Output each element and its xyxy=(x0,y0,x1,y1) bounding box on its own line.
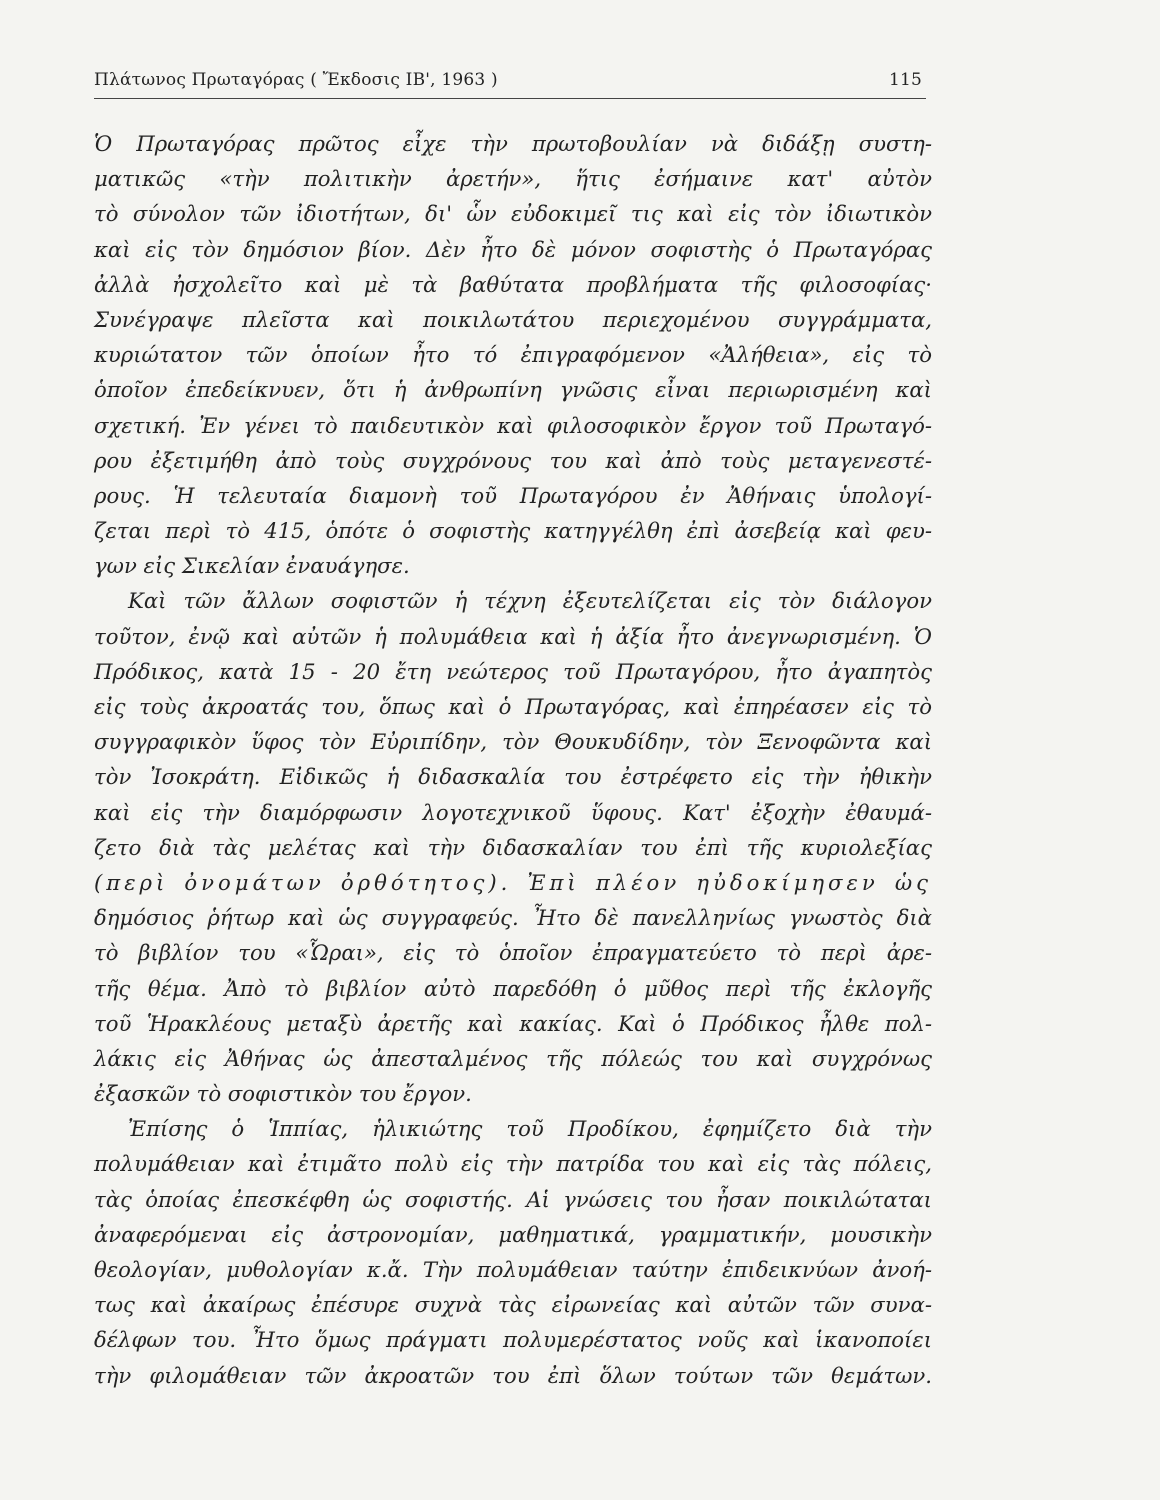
text-line: λάκις εἰς Ἀθήνας ὡς ἀπεσταλμένος τῆς πόλεώς του καὶ συγχρόνως xyxy=(94,1045,932,1071)
text-line: Καὶ τῶν ἄλλων σοφιστῶν ἡ τέχνη ἐξευτελίζεται εἰς τὸν διάλογον xyxy=(128,588,932,614)
text-line: τὸ σύνολον τῶν ἰδιοτήτων, δι' ὧν εὐδοκιμεῖ τις καὶ εἰς τὸν ἰδιωτικὸν xyxy=(94,201,932,227)
text-line: συγγραφικὸν ὕφος τὸν Εὐριπίδην, τὸν Θουκυδίδην, τὸν Ξενοφῶντα καὶ xyxy=(94,729,932,755)
text-line: τως καὶ ἀκαίρως ἐπέσυρε συχνὰ τὰς εἰρωνείας καὶ αὐτῶν τῶν συνα- xyxy=(94,1292,932,1318)
text-line: Ὁ Πρωταγόρας πρῶτος εἶχε τὴν πρωτοβουλίαν νὰ διδάξῃ συστη- xyxy=(94,131,932,156)
page-number: 115 xyxy=(888,70,922,90)
text-line: ρου ἐξετιμήθη ἀπὸ τοὺς συγχρόνους του καὶ ἀπὸ τοὺς μεταγενεστέ- xyxy=(94,447,932,473)
text-line: Συνέγραψε πλεῖστα καὶ ποικιλωτάτου περιεχομένου συγγράμματα, xyxy=(94,306,932,332)
text-line: (περὶ ὀνομάτων ὀρθότητος). Ἐπὶ πλέον ηὐδοκίμησεν ὡς xyxy=(94,869,932,895)
body-text xyxy=(94,126,932,1393)
text-line: θεολογίαν, μυθολογίαν κ.ἄ. Τὴν πολυμάθειαν ταύτην ἐπιδεικνύων ἀνοή- xyxy=(94,1257,932,1282)
text-line: τὸν Ἰσοκράτη. Εἰδικῶς ἡ διδασκαλία του ἐστρέφετο εἰς τὴν ἠθικὴν xyxy=(94,764,932,790)
text-line: τὸ βιβλίον του «Ὧραι», εἰς τὸ ὁποῖον ἐπραγματεύετο τὸ περὶ ἀρε- xyxy=(94,940,932,966)
text-line: Ἐπίσης ὁ Ἱππίας, ἡλικιώτης τοῦ Προδίκου, ἐφημίζετο διὰ τὴν xyxy=(128,1116,932,1142)
text-line: δημόσιος ῥήτωρ καὶ ὡς συγγραφεύς. Ἦτο δὲ πανελληνίως γνωστὸς διὰ xyxy=(94,905,932,931)
text-line: ἀλλὰ ἠσχολεῖτο καὶ μὲ τὰ βαθύτατα προβλήματα τῆς φιλοσοφίας· xyxy=(94,271,932,297)
text-line: τὴν φιλομάθειαν τῶν ἀκροατῶν του ἐπὶ ὅλων τούτων τῶν θεμάτων. xyxy=(94,1362,932,1388)
page-header xyxy=(94,66,926,99)
text-line: γων εἰς Σικελίαν ἐναυάγησε. xyxy=(94,553,410,579)
text-line: ἐξασκῶν τὸ σοφιστικὸν του ἔργον. xyxy=(94,1081,472,1107)
text-line: καὶ εἰς τὸν δημόσιον βίον. Δὲν ἦτο δὲ μόνον σοφιστὴς ὁ Πρωταγόρας xyxy=(94,236,932,262)
text-line: ἀναφερόμεναι εἰς ἀστρονομίαν, μαθηματικά, γραμματικήν, μουσικὴν xyxy=(94,1221,932,1247)
text-line: πολυμάθειαν καὶ ἐτιμᾶτο πολὺ εἰς τὴν πατρίδα του καὶ εἰς τὰς πόλεις, xyxy=(94,1151,932,1177)
text-line: τοῦτον, ἐνῷ καὶ αὐτῶν ἡ πολυμάθεια καὶ ἡ ἀξία ἦτο ἀνεγνωρισμένη. Ὁ xyxy=(94,623,932,649)
text-line: ματικῶς «τὴν πολιτικὴν ἀρετήν», ἥτις ἐσήμαινε κατ' αὐτὸν xyxy=(94,166,932,192)
text-line: κυριώτατον τῶν ὁποίων ἦτο τό ἐπιγραφόμενον «Ἀλήθεια», εἰς τὸ xyxy=(94,342,932,368)
text-line: ὁποῖον ἐπεδείκνυεν, ὅτι ἡ ἀνθρωπίνη γνῶσις εἶναι περιωρισμένη καὶ xyxy=(94,377,932,403)
text-line: καὶ εἰς τὴν διαμόρφωσιν λογοτεχνικοῦ ὕφους. Κατ' ἐξοχὴν ἐθαυμά- xyxy=(94,799,932,825)
text-line: εἰς τοὺς ἀκροατάς του, ὅπως καὶ ὁ Πρωταγόρας, καὶ ἐπηρέασεν εἰς τὸ xyxy=(94,694,932,719)
text-line: τῆς θέμα. Ἀπὸ τὸ βιβλίον αὐτὸ παρεδόθη ὁ μῦθος περὶ τῆς ἐκλογῆς xyxy=(94,975,932,1001)
running-title: Πλάτωνος Πρωταγόρας ( Ἔκδοσις ΙΒ', 1963 ) xyxy=(94,70,498,90)
text-line: τοῦ Ἡρακλέους μεταξὺ ἀρετῆς καὶ κακίας. Καὶ ὁ Πρόδικος ἦλθε πολ- xyxy=(94,1010,932,1036)
text-line: Πρόδικος, κατὰ 15 - 20 ἔτη νεώτερος τοῦ Πρωταγόρου, ἦτο ἀγαπητὸς xyxy=(94,658,932,684)
text-line: ζετο διὰ τὰς μελέτας καὶ τὴν διδασκαλίαν του ἐπὶ τῆς κυριολεξίας xyxy=(94,834,932,860)
text-line: δέλφων του. Ἦτο ὅμως πράγματι πολυμερέστατος νοῦς καὶ ἱκανοποίει xyxy=(94,1327,932,1353)
text-line: σχετική. Ἐν γένει τὸ παιδευτικὸν καὶ φιλοσοφικὸν ἔργον τοῦ Πρωταγό- xyxy=(94,412,932,438)
text-line: τὰς ὁποίας ἐπεσκέφθη ὡς σοφιστής. Αἱ γνώσεις του ἦσαν ποικιλώταται xyxy=(94,1186,932,1212)
text-line: ρους. Ἡ τελευταία διαμονὴ τοῦ Πρωταγόρου ἐν Ἀθήναις ὑπολογί- xyxy=(94,482,932,508)
text-line: ζεται περὶ τὸ 415, ὁπότε ὁ σοφιστὴς κατηγγέλθη ἐπὶ ἀσεβείᾳ καὶ φευ- xyxy=(94,518,932,544)
